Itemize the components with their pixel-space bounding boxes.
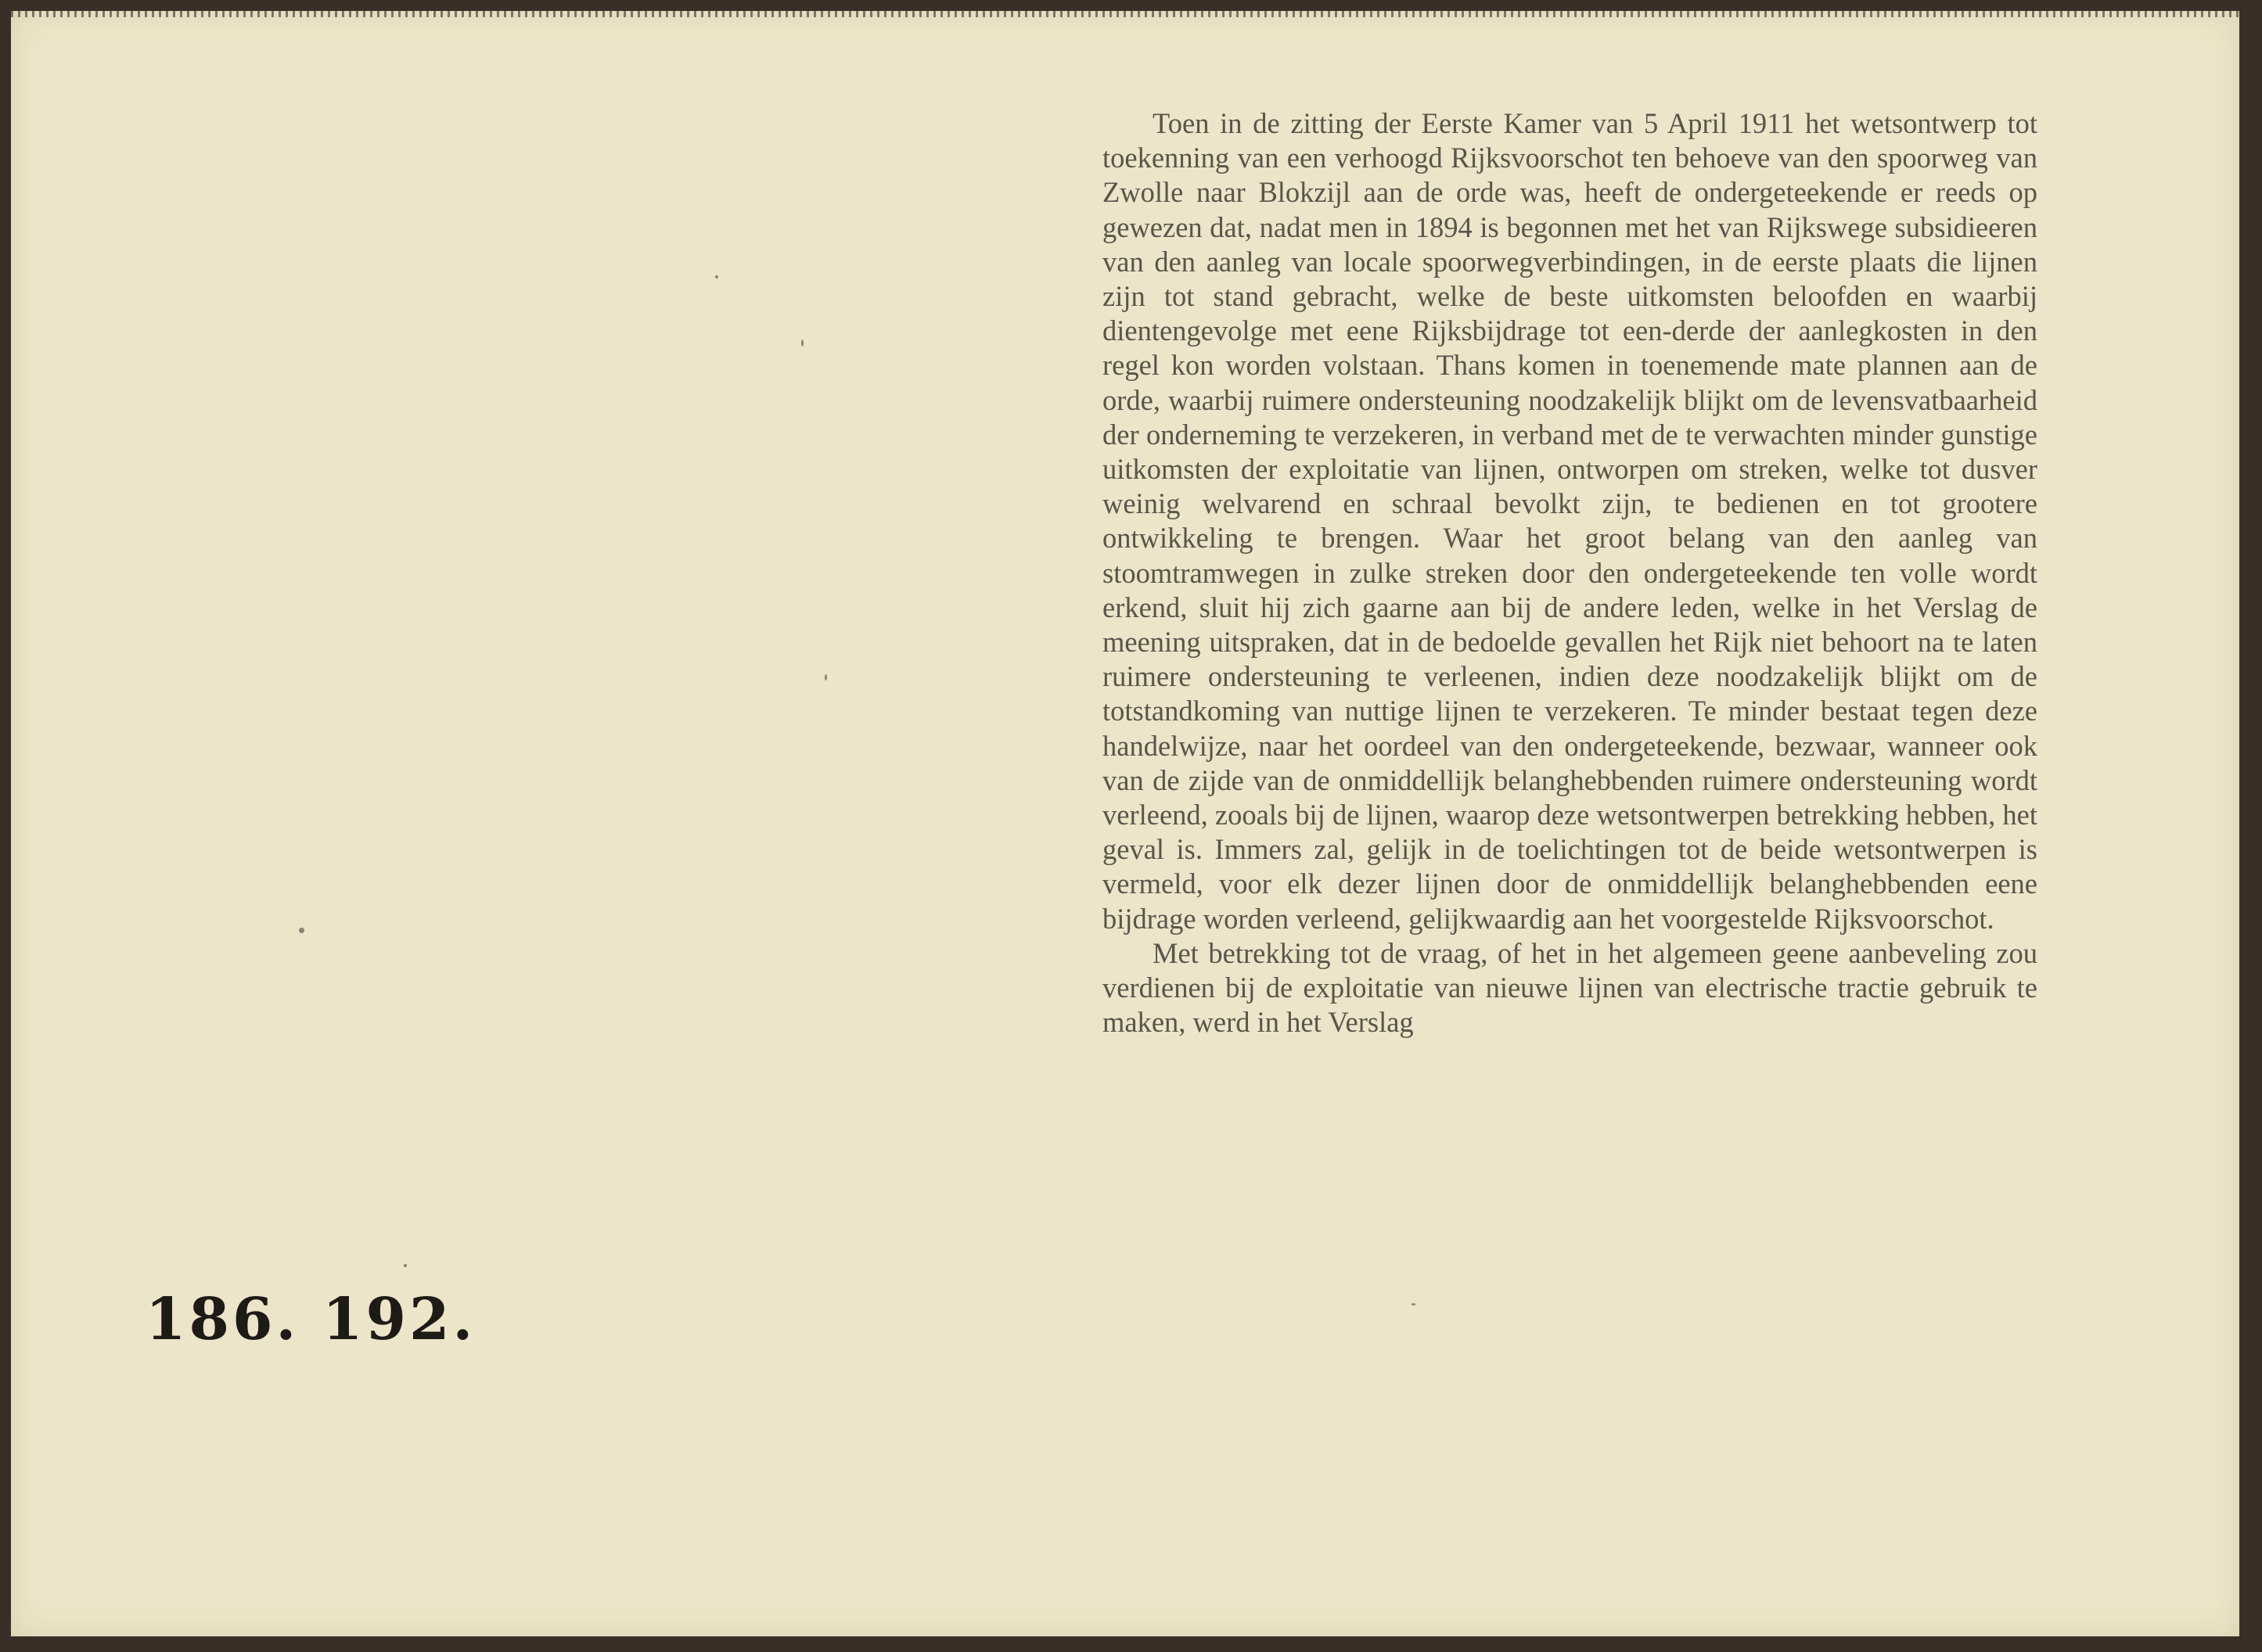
paragraph-1: Toen in de zitting der Eerste Kamer van 5 April 1911 het wetsontwerp tot toekenning van een verhoogd Rijksvoorschot ten behoeve van den spoorweg van Zwolle naar Blokzijl aan de orde was, heeft de ondergeteekende er reeds op gewezen dat, nadat men in 1894 is begonnen met het van Rijkswege subsidieeren van den aanleg van locale spoorwegverbindingen, in de eerste plaats die lijnen zijn tot stand gebracht, welke de beste uitkomsten beloofden en waarbij dientengevolge met eene Rijksbijdrage tot een-derde der aanlegkosten in den regel kon worden volstaan. Thans komen in toenemende mate plannen aan de orde, waarbij ruimere ondersteuning noodzakelijk blijkt om de levensvatbaarheid der onderneming te verzekeren, in verband met de te verwachten minder gunstige uitkomsten der exploitatie van lijnen, ontworpen om streken, welke tot dusver weinig welvarend en schraal bevolkt zijn, te bedienen en tot grootere ontwikkeling te brengen. Waar het groot belang van den aanleg van stoomtramwegen in zulke streken door den ondergeteekende ten volle wordt erkend, sluit hij zich gaarne aan bij de andere leden, welke in het Verslag de meening uitspraken, dat in de bedoelde gevallen het Rijk niet behoort na te laten ruimere ondersteuning te verleenen, indien deze noodzakelijk blijkt om de totstandkoming van nuttige lijnen te verzekeren. Te minder bestaat tegen deze handelwijze, naar het oordeel van den ondergeteekende, bezwaar, wanneer ook van de zijde van de onmiddellijk belanghebbenden ruimere ondersteuning wordt verleend, zooals bij de lijnen, waarop deze wetsontwerpen betrekking hebben, het geval is. Immers zal, gelijk in de toelichtingen tot de beide wetsontwerpen is vermeld, voor elk dezer lijnen door de onmiddellijk belanghebbenden eene bijdrage worden verleend, gelijkwaardig aan het voorgestelde Rijksvoorschot. <box>1102 107 2037 935</box>
paper-speck <box>404 1264 407 1267</box>
document-page <box>11 11 2239 1636</box>
paper-speck <box>801 339 804 347</box>
deckle-edge <box>11 11 2239 17</box>
paragraph-2: Met betrekking tot de vraag, of het in het algemeen geene aanbeveling zou verdienen bij de exploitatie van nieuwe lijnen van electrische tractie gebruik te maken, werd in het Verslag <box>1102 936 2037 1039</box>
margin-reference-number: 186. 192. <box>146 1286 476 1353</box>
body-text <box>1102 106 2037 1040</box>
paper-speck <box>715 275 718 278</box>
paper-speck <box>1412 1303 1415 1305</box>
paper-speck <box>299 928 304 933</box>
paper-speck <box>825 674 827 681</box>
